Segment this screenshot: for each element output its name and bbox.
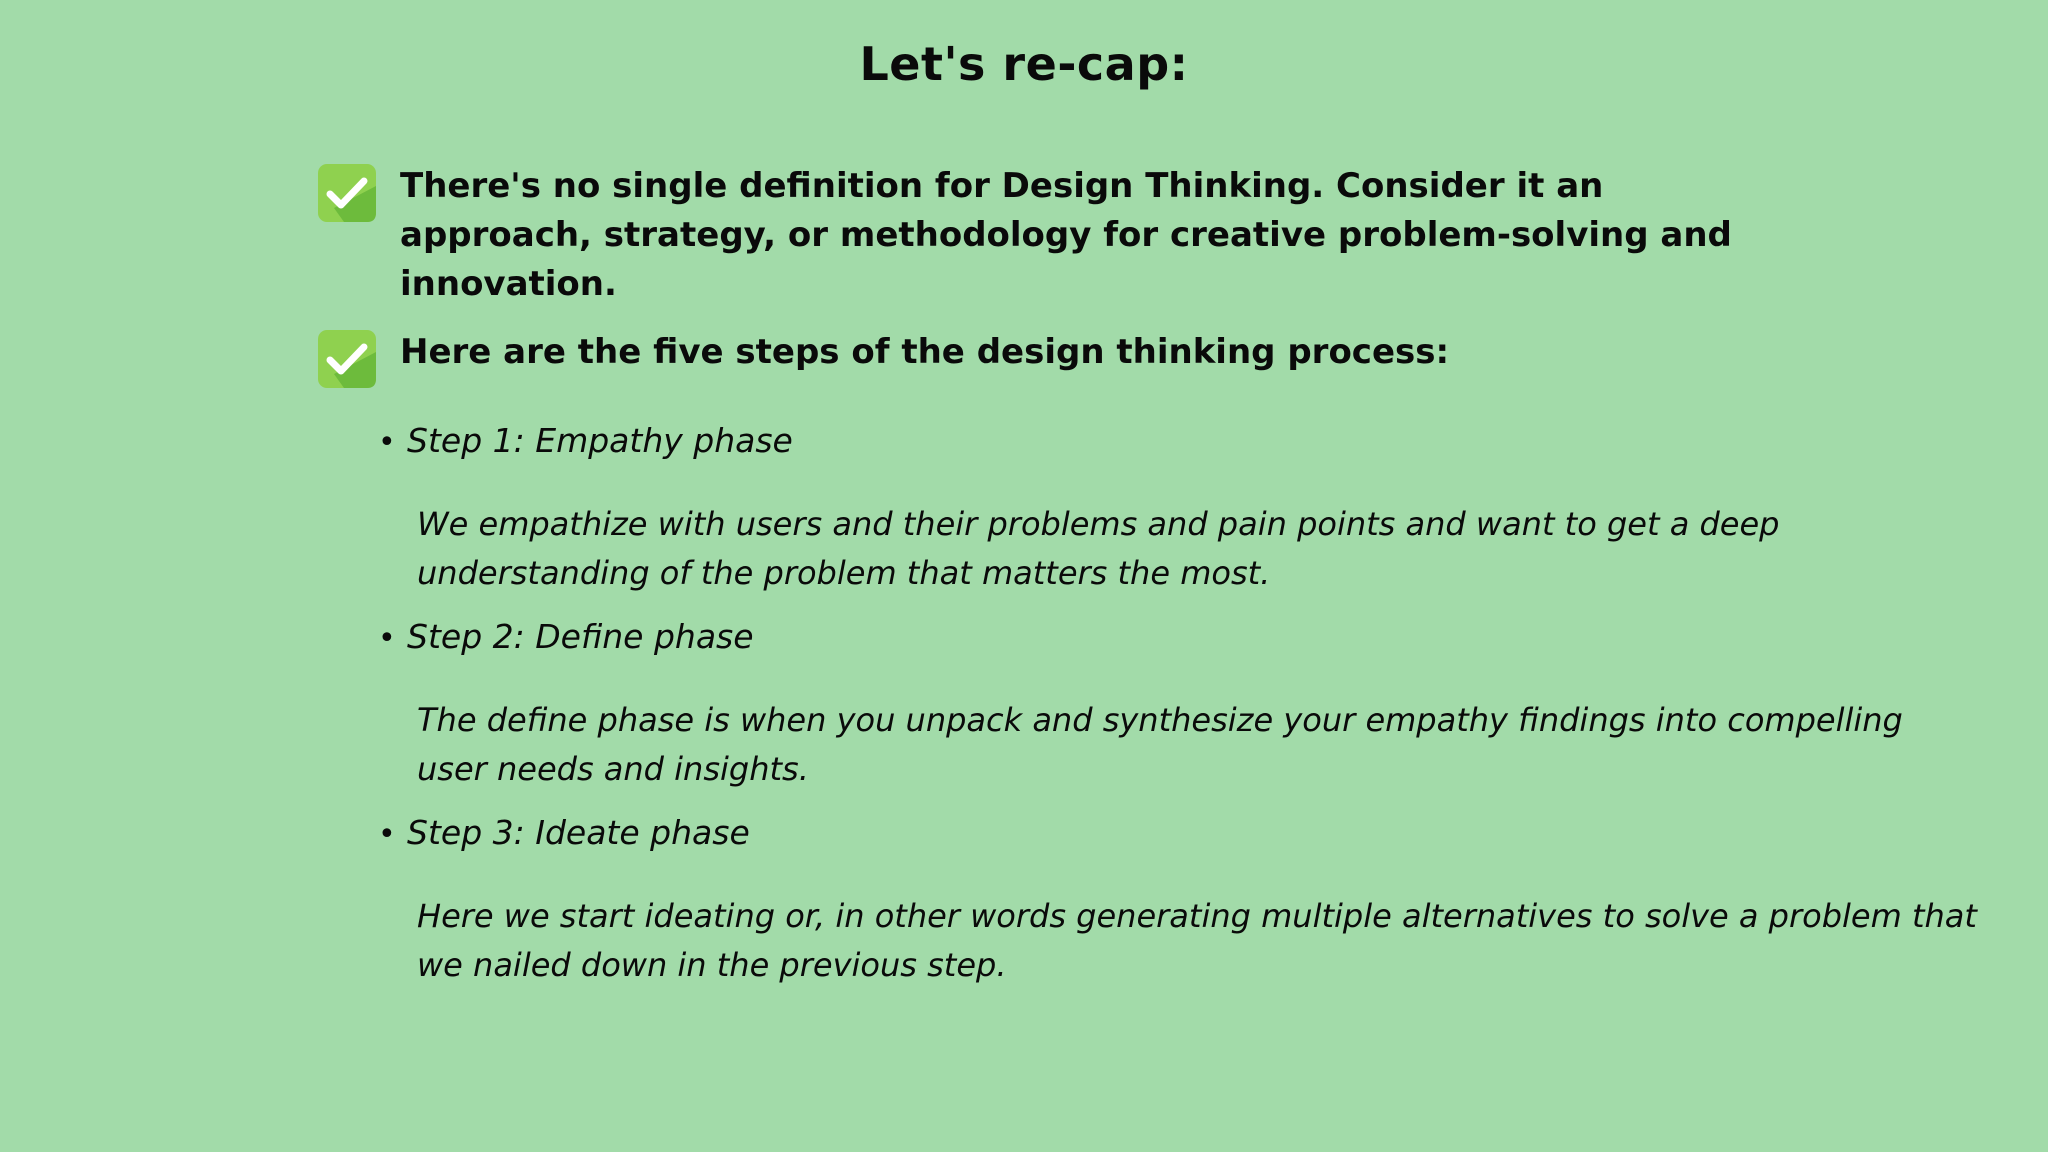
bullet-icon: • — [378, 817, 396, 852]
checkmark-icon — [318, 330, 376, 388]
recap-point-steps — [318, 330, 1449, 388]
step-description: We empathize with users and their problems and pain points and want to get a deep understanding of the problem that matters the most. — [417, 505, 1780, 592]
checkmark-icon — [318, 164, 376, 222]
recap-point-text: There's no single definition for Design Thinking. Consider it an approach, strategy, or methodology for creative problem-solving and innovation. — [400, 166, 1732, 304]
step-heading — [378, 808, 1958, 860]
step-description: The define phase is when you unpack and synthesize your empathy findings into compelling user needs and insights. — [417, 701, 1903, 788]
step-heading — [378, 416, 1958, 468]
bullet-icon: • — [378, 621, 396, 656]
list-item — [378, 416, 1958, 598]
step-title: Step 3: Ideate phase — [407, 813, 750, 852]
slide-title: Let's re-cap: — [859, 37, 1189, 91]
step-title: Step 1: Empathy phase — [407, 421, 793, 460]
recap-point-text: Here are the five steps of the design thinking process: — [400, 332, 1450, 372]
recap-point-definition — [318, 164, 1800, 309]
step-description: Here we start ideating or, in other words generating multiple alternatives to solve a problem that we nailed down in the previous step. — [417, 897, 1977, 984]
list-item — [378, 808, 1977, 990]
bullet-icon: • — [378, 425, 396, 460]
step-title: Step 2: Define phase — [407, 617, 754, 656]
list-item — [378, 612, 1958, 794]
step-heading — [378, 612, 1958, 664]
steps-list — [378, 416, 1977, 1004]
